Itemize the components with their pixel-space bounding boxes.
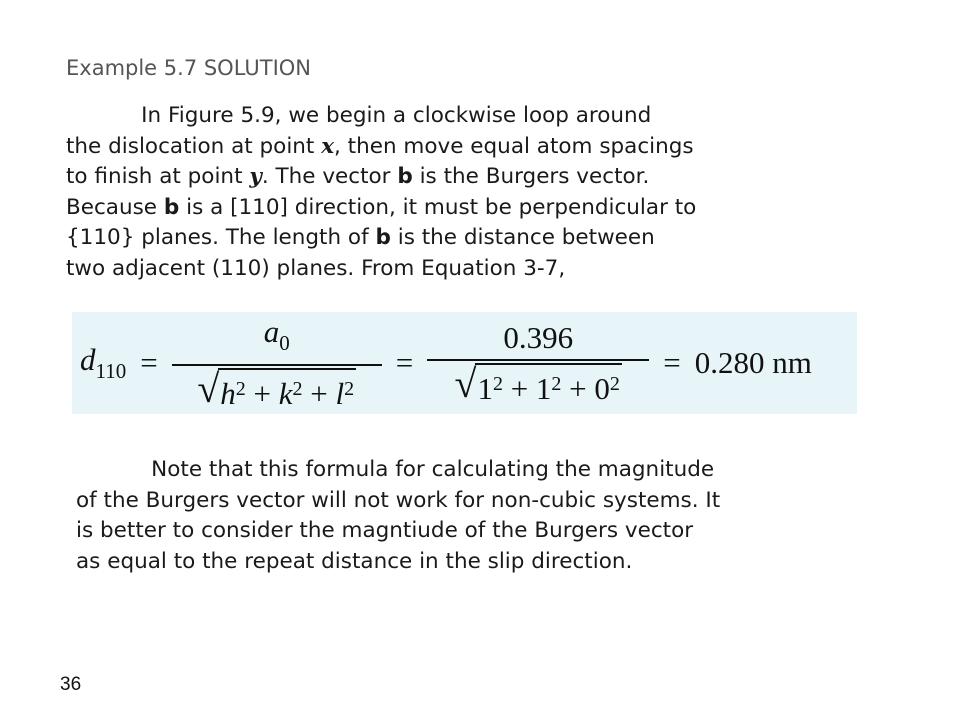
- radicand: [218, 368, 356, 413]
- paragraph1-line-3: [66, 162, 696, 193]
- a-subscript: 0: [279, 331, 290, 355]
- burgers-vector-symbol: b: [163, 194, 180, 220]
- square-root-sign: √: [454, 360, 477, 406]
- text-fragment: is the distance between: [390, 225, 655, 250]
- plus-sign: +: [510, 370, 529, 406]
- exponent: 2: [344, 378, 355, 400]
- equals-sign: =: [140, 345, 158, 380]
- text-fragment: {110} planes. The length of: [66, 225, 376, 250]
- variable-y: y: [249, 164, 262, 189]
- equation-lhs: [80, 342, 126, 384]
- plus-sign: +: [253, 376, 271, 411]
- k-symbol: k: [278, 376, 293, 411]
- solution-paragraph: [66, 101, 696, 284]
- paragraph2-line-4: as equal to the repeat distance in the slip direction.: [76, 548, 633, 574]
- fraction-numerator: [260, 313, 294, 364]
- text-fragment: . The vector: [261, 164, 398, 189]
- plus-sign: +: [310, 376, 328, 411]
- a-symbol: a: [263, 314, 280, 349]
- exponent: 2: [609, 372, 620, 395]
- paragraph1-line-4: [66, 193, 696, 224]
- exponent: 2: [551, 372, 562, 395]
- text-fragment: is the Burgers vector.: [412, 164, 650, 189]
- equation-box: [72, 312, 857, 414]
- term: 0: [594, 370, 610, 406]
- fraction-numerator: 0.396: [503, 319, 574, 355]
- text-fragment: is a [110] direction, it must be perpendicular to: [179, 194, 697, 220]
- equals-sign: =: [663, 345, 681, 380]
- radicand: [475, 363, 621, 408]
- text-fragment: , then move equal atom spacings: [334, 133, 694, 159]
- interplanar-spacing-equation: [80, 312, 855, 414]
- paragraph2-line-2: of the Burgers vector will not work for non-cubic systems. It: [76, 487, 721, 513]
- paragraph2-line-1: Note that this formula for calculating the magnitude: [76, 457, 715, 482]
- h-symbol: h: [220, 376, 236, 411]
- paragraph2-line-3: is better to consider the magntiude of the Burgers vector: [76, 518, 694, 543]
- exponent: 2: [292, 378, 303, 400]
- paragraph1-line-2: [66, 132, 696, 163]
- burgers-vector-symbol: b: [375, 225, 391, 250]
- variable-x: x: [321, 133, 335, 159]
- text-fragment: the dislocation at point: [66, 133, 322, 159]
- page-number: 36: [60, 674, 82, 695]
- text-fragment: Because: [66, 194, 164, 220]
- equation-result: 0.280 nm: [694, 345, 812, 380]
- paragraph1-line-1: In Figure 5.9, we begin a clockwise loop around: [66, 103, 652, 128]
- fraction-symbolic: [172, 313, 382, 413]
- fraction-denominator: [197, 366, 356, 413]
- d-symbol: d: [80, 342, 96, 377]
- d-subscript: 110: [95, 359, 127, 383]
- fraction-numeric: [427, 319, 649, 408]
- paragraph1-line-6: two adjacent (110) planes. From Equation 3-7,: [66, 255, 566, 281]
- term: 1: [477, 370, 493, 406]
- term: 1: [535, 370, 552, 406]
- exponent: 2: [235, 378, 246, 400]
- equals-sign: =: [395, 345, 414, 380]
- burgers-vector-symbol: b: [397, 164, 413, 189]
- text-fragment: to finish at point: [66, 164, 250, 189]
- fraction-denominator: [454, 361, 621, 408]
- plus-sign: +: [569, 370, 587, 406]
- l-symbol: l: [335, 376, 345, 411]
- example-heading: Example 5.7 SOLUTION: [66, 56, 311, 80]
- note-paragraph: [76, 455, 720, 577]
- paragraph1-line-5: [66, 223, 696, 254]
- square-root-sign: √: [197, 366, 220, 411]
- exponent: 2: [492, 372, 503, 395]
